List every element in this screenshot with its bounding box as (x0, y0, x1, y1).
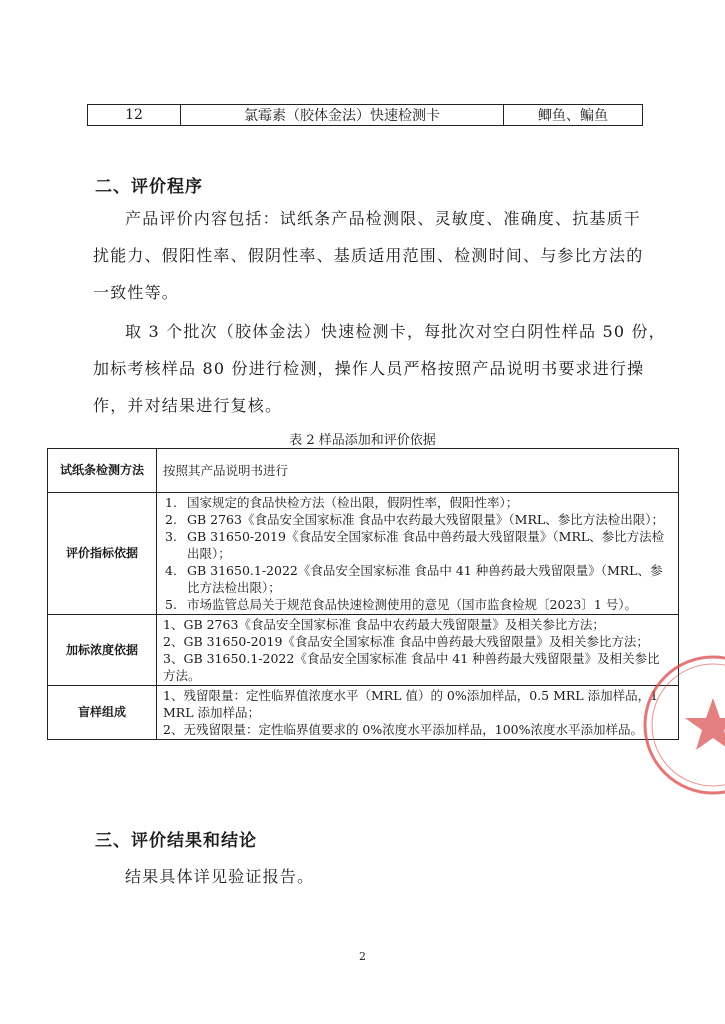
paragraph-line: 加标考核样品 80 份进行检测，操作人员严格按照产品说明书要求进行操 (93, 359, 645, 378)
product-name: 氯霉素（胶体金法）快速检测卡 (181, 105, 504, 126)
list-text: GB 31650.1-2022《食品安全国家标准 食品中 41 种兽药最大残留限量》（MRL、参比方法检出限）； (187, 563, 663, 595)
list-text: 国家规定的食品快检方法（检出限，假阴性率，假阳性率）； (187, 495, 519, 510)
paragraph-line: 扰能力、假阳性率、假阴性率、基质适用范围、检测时间、与参比方法的 (93, 246, 644, 265)
paragraph-line: 产品评价内容包括：试纸条产品检测限、灵敏度、准确度、抗基质干 (125, 209, 642, 228)
list-number: 1. (165, 495, 177, 510)
list-number: 5. (165, 597, 177, 612)
list-item (163, 511, 672, 528)
list-number: 2. (165, 512, 177, 527)
list-item (163, 596, 672, 613)
paragraph-line: 结果具体详见验证报告。 (125, 867, 315, 886)
list-text: GB 31650-2019《食品安全国家标准 食品中兽药最大残留限量》（MRL、参比方法检出限）； (187, 529, 665, 561)
list-number: 4. (165, 563, 177, 578)
row-content (157, 449, 679, 493)
row-label: 评价指标依据 (48, 493, 157, 615)
table-caption: 表 2 样品添加和评价依据 (289, 433, 436, 448)
row-label: 试纸条检测方法 (48, 449, 157, 493)
section-heading-evaluation-procedure: 二、评价程序 (95, 177, 203, 197)
list-text: 2、无残留限量：定性临界值要求的 0%浓度水平添加样品，100%浓度水平添加样品。 (163, 722, 643, 737)
table-row (48, 493, 679, 615)
row-text: 按照其产品说明书进行 (163, 463, 289, 478)
criteria-table (47, 448, 679, 740)
paragraph-results (93, 858, 643, 895)
row-content (157, 686, 679, 740)
continued-table (87, 104, 643, 126)
paragraph-line: 取 3 个批次（胶体金法）快速检测卡，每批次对空白阴性样品 50 份， (125, 322, 666, 341)
list-number: 3. (165, 529, 177, 544)
list-text: 1、残留限量：定性临界值浓度水平（MRL 值）的 0%添加样品，0.5 MRL 添加样品，1 MRL 添加样品； (163, 688, 659, 720)
list-item (163, 528, 672, 562)
row-content (157, 493, 679, 615)
list-text: 1、GB 2763《食品安全国家标准 食品中农药最大残留限量》及相关参比方法； (163, 617, 605, 632)
table-row (48, 686, 679, 740)
paragraph-sampling (93, 313, 666, 424)
paragraph-line: 作，并对结果进行复核。 (93, 396, 283, 415)
table-row (48, 615, 679, 686)
row-label: 盲样组成 (48, 686, 157, 740)
list-text: GB 2763《食品安全国家标准 食品中农药最大残留限量》（MRL、参比方法检出限）； (187, 512, 664, 527)
paragraph-evaluation-content (93, 200, 643, 311)
page-number: 2 (359, 950, 366, 963)
list-item (163, 562, 672, 596)
table-row (48, 449, 679, 493)
row-label: 加标浓度依据 (48, 615, 157, 686)
list-text: 市场监管总局关于规范食品快速检测使用的意见（国市监食检规〔2023〕1 号）。 (187, 597, 637, 612)
table-row (88, 105, 643, 126)
list-text: 3、GB 31650.1-2022《食品安全国家标准 食品中 41 种兽药最大残留限量》及相关参比方法。 (163, 651, 660, 683)
row-number: 12 (88, 105, 181, 126)
row-content (157, 615, 679, 686)
sample-types: 鲫鱼、鳊鱼 (504, 105, 643, 126)
paragraph-line: 一致性等。 (93, 283, 180, 302)
section-heading-results: 三、评价结果和结论 (95, 831, 257, 851)
stamp-star-icon (685, 698, 725, 750)
list-item (163, 494, 672, 511)
official-seal-stamp (638, 650, 725, 800)
list-text: 2、GB 31650-2019《食品安全国家标准 食品中兽药最大残留限量》及相关参比方法； (163, 634, 649, 649)
